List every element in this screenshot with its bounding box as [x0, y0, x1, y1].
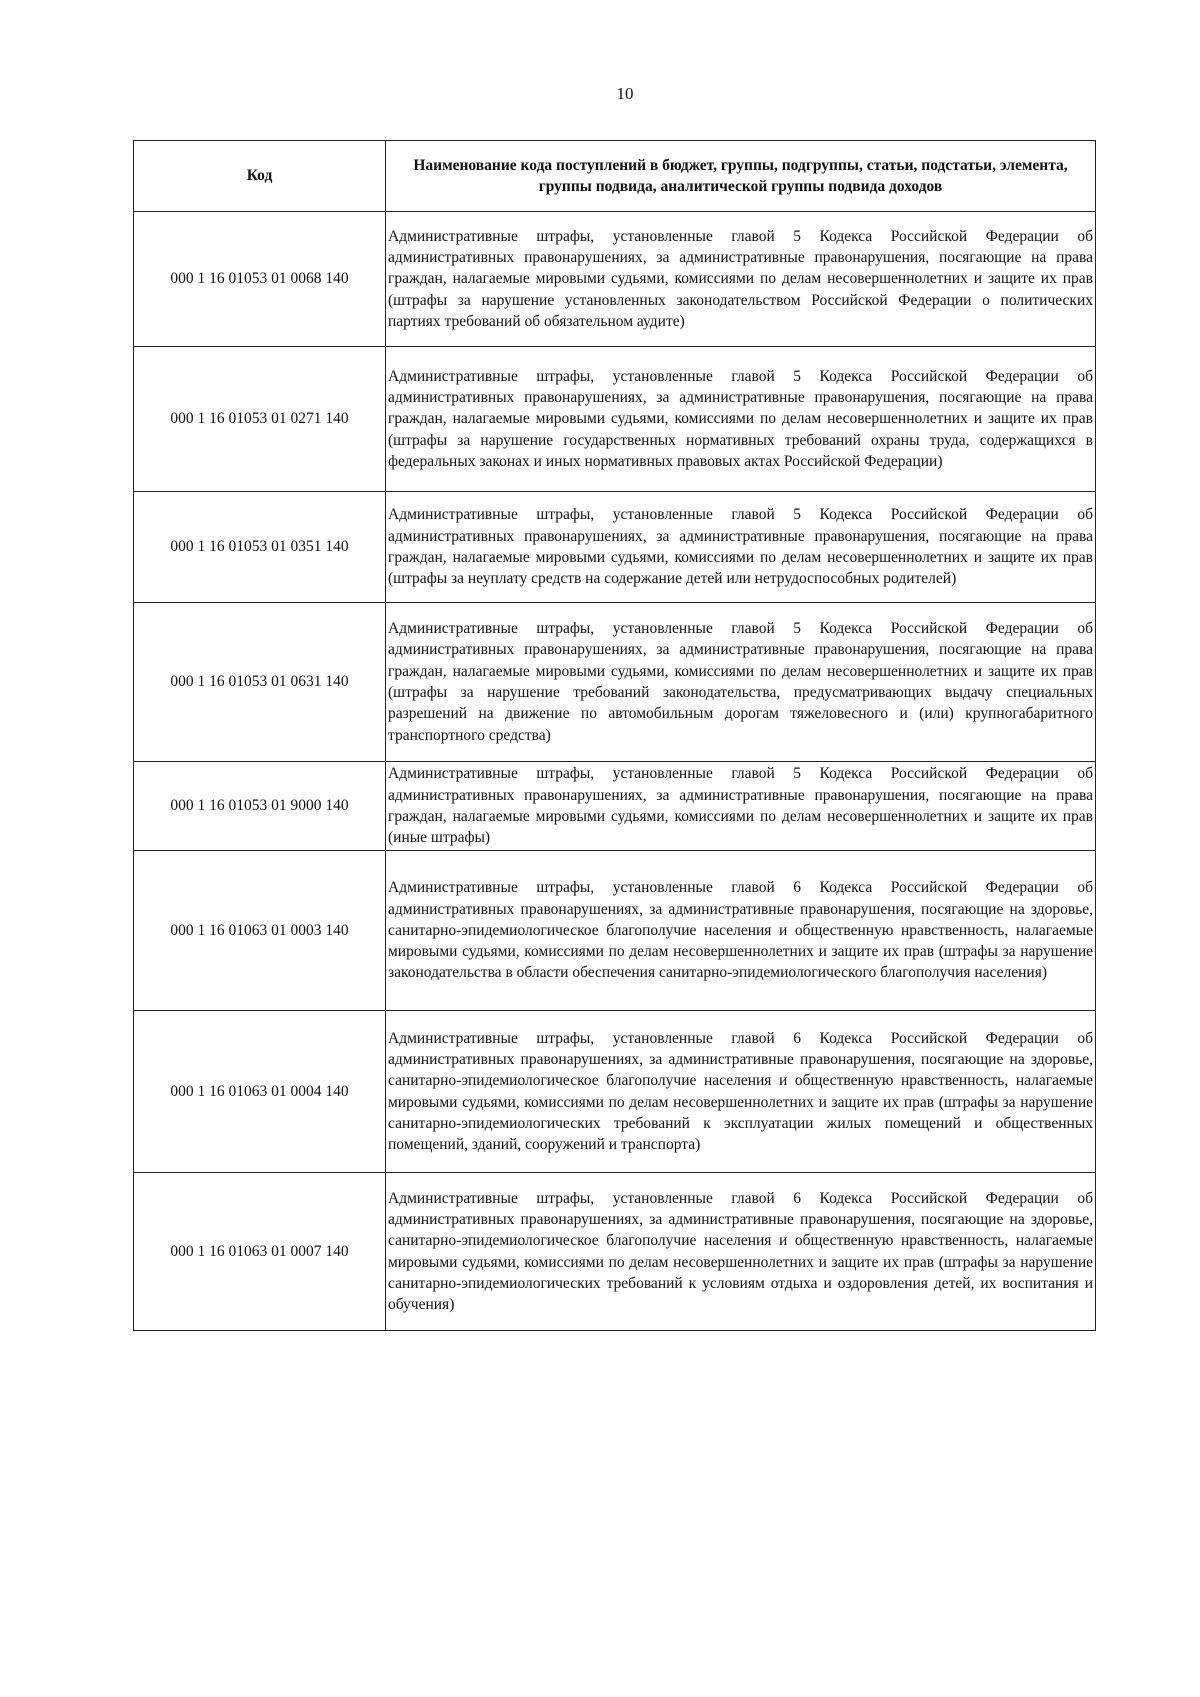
table-header-row: [134, 141, 1096, 212]
table-row: [134, 492, 1096, 603]
table-row: [134, 212, 1096, 347]
table-row: [134, 1011, 1096, 1173]
row-code: 000 1 16 01063 01 0004 140: [134, 1011, 386, 1173]
row-name: Административные штрафы, установленные главой 5 Кодекса Российской Федерации об административных правонарушениях, за административные правонарушения, посягающие на права граждан, налагаемые мировыми судьями, комиссиями по делам несовершеннолетних и защите их прав (штрафы за нарушение требований законодательства, предусматривающих выдачу специальных разрешений на движение по автомобильным дорогам тяжеловесного и (или) крупногабаритного транспортного средства): [386, 603, 1096, 762]
row-code: 000 1 16 01063 01 0007 140: [134, 1173, 386, 1331]
row-code: 000 1 16 01063 01 0003 140: [134, 851, 386, 1011]
row-name: Административные штрафы, установленные главой 5 Кодекса Российской Федерации об административных правонарушениях, за административные правонарушения, посягающие на права граждан, налагаемые мировыми судьями, комиссиями по делам несовершеннолетних и защите их прав (штрафы за нарушение государственных нормативных требований охраны труда, содержащихся в федеральных законах и иных нормативных правовых актах Российской Федерации): [386, 347, 1096, 492]
row-code: 000 1 16 01053 01 0068 140: [134, 212, 386, 347]
table-row: [134, 1173, 1096, 1331]
row-name: Административные штрафы, установленные главой 6 Кодекса Российской Федерации об административных правонарушениях, за административные правонарушения, посягающие на здоровье, санитарно-эпидемиологическое благополучие населения и общественную нравственность, налагаемые мировыми судьями, комиссиями по делам несовершеннолетних и защите их прав (штрафы за нарушение санитарно-эпидемиологических требований к эксплуатации жилых помещений и общественных помещений, зданий, сооружений и транспорта): [386, 1011, 1096, 1173]
row-name: Административные штрафы, установленные главой 6 Кодекса Российской Федерации об административных правонарушениях, за административные правонарушения, посягающие на здоровье, санитарно-эпидемиологическое благополучие населения и общественную нравственность, налагаемые мировыми судьями, комиссиями по делам несовершеннолетних и защите их прав (штрафы за нарушение законодательства в области обеспечения санитарно-эпидемиологического благополучия населения): [386, 851, 1096, 1011]
column-header-code: Код: [134, 141, 386, 212]
revenue-codes-table: [133, 140, 1096, 1331]
row-code: 000 1 16 01053 01 0351 140: [134, 492, 386, 603]
table-row: [134, 851, 1096, 1011]
table-row: [134, 603, 1096, 762]
row-name: Административные штрафы, установленные главой 5 Кодекса Российской Федерации об административных правонарушениях, за административные правонарушения, посягающие на права граждан, налагаемые мировыми судьями, комиссиями по делам несовершеннолетних и защите их прав (штрафы за нарушение установленных законодательством Российской Федерации о политических партиях требований об обязательном аудите): [386, 212, 1096, 347]
row-name: Административные штрафы, установленные главой 5 Кодекса Российской Федерации об административных правонарушениях, за административные правонарушения, посягающие на права граждан, налагаемые мировыми судьями, комиссиями по делам несовершеннолетних и защите их прав (иные штрафы): [386, 762, 1096, 851]
column-header-name: Наименование кода поступлений в бюджет, группы, подгруппы, статьи, подстатьи, элемента, группы подвида, аналитической группы подвида доходов: [386, 141, 1096, 212]
row-code: 000 1 16 01053 01 9000 140: [134, 762, 386, 851]
page-number: 10: [616, 84, 634, 103]
table-row: [134, 347, 1096, 492]
row-code: 000 1 16 01053 01 0271 140: [134, 347, 386, 492]
table-row: [134, 762, 1096, 851]
row-code: 000 1 16 01053 01 0631 140: [134, 603, 386, 762]
row-name: Административные штрафы, установленные главой 6 Кодекса Российской Федерации об административных правонарушениях, за административные правонарушения, посягающие на здоровье, санитарно-эпидемиологическое благополучие населения и общественную нравственность, налагаемые мировыми судьями, комиссиями по делам несовершеннолетних и защите их прав (штрафы за нарушение санитарно-эпидемиологических требований к условиям отдыха и оздоровления детей, их воспитания и обучения): [386, 1173, 1096, 1331]
row-name: Административные штрафы, установленные главой 5 Кодекса Российской Федерации об административных правонарушениях, за административные правонарушения, посягающие на права граждан, налагаемые мировыми судьями, комиссиями по делам несовершеннолетних и защите их прав (штрафы за неуплату средств на содержание детей или нетрудоспособных родителей): [386, 492, 1096, 603]
